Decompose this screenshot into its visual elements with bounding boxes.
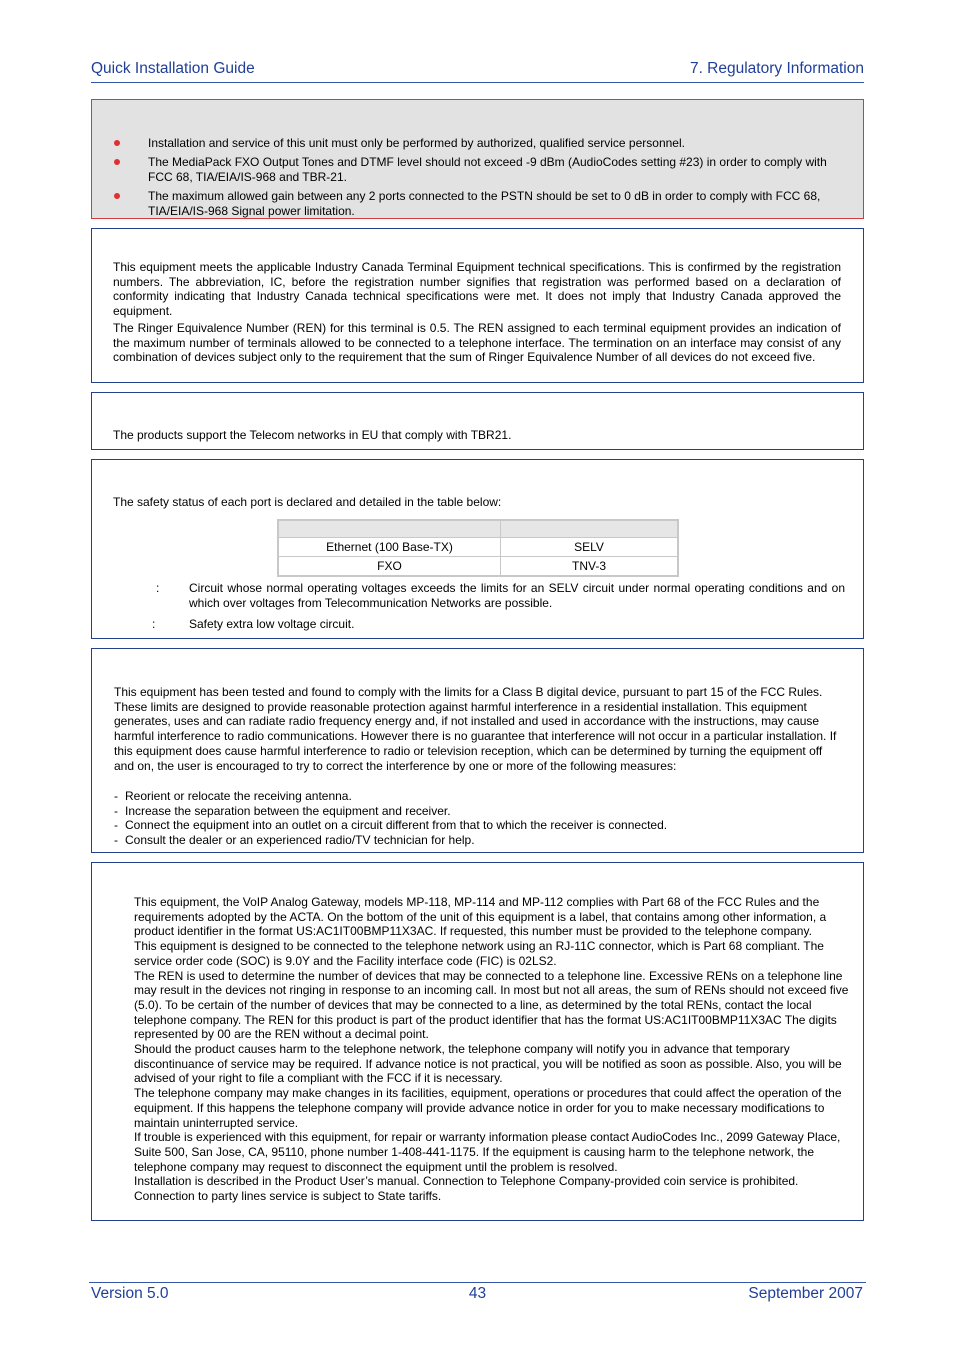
definition-selv: Safety extra low voltage circuit. bbox=[189, 617, 355, 631]
fcc-part15-box bbox=[91, 648, 864, 853]
measures-list bbox=[114, 789, 841, 848]
definition-tnv: Circuit whose normal operating voltages exceeds the limits for an SELV circuit under normal operating conditions and on which over voltages from Telecommunication Networks are possible. bbox=[189, 581, 845, 610]
page-header bbox=[91, 60, 864, 83]
fcc68-paragraph: If trouble is experienced with this equipment, for repair or warranty information please contact AudioCodes Inc., 2099 Gateway Place, Suite 500, San Jose, CA, 95110, phone number 1-408-441-1175. If the equipment is causing harm to the telephone network, the telephone company may request to disconnect the equipment until the problem is resolved. bbox=[134, 1130, 841, 1174]
canada-paragraph-1: This equipment meets the applicable Industry Canada Terminal Equipment technical specifications. This is confirmed by the registration numbers. The abbreviation, IC, before the registration number signifies that registration was performed based on a declaration of conformity indicating that Industry Canada technical specifications were met. It does not imply that Industry Canada approved the equipment. bbox=[113, 260, 841, 319]
warning-item: Installation and service of this unit must only be performed by authorized, qualified service personnel. bbox=[112, 136, 854, 151]
port-cell: Ethernet (100 Base-TX) bbox=[278, 538, 501, 557]
warning-list bbox=[112, 136, 854, 223]
fcc68-text bbox=[134, 895, 856, 1204]
table-header-row bbox=[278, 520, 678, 538]
header-title: Quick Installation Guide bbox=[91, 60, 255, 77]
definition-colon: : bbox=[152, 617, 156, 631]
bullet-icon bbox=[114, 140, 120, 146]
list-item: - Consult the dealer or an experienced radio/TV technician for help. bbox=[114, 833, 475, 848]
fcc68-paragraph: Installation is described in the Product User’s manual. Connection to Telephone Company-provided coin service is prohibited. Connection to party lines service is subject to State tariffs. bbox=[134, 1174, 799, 1204]
page-number: 43 bbox=[468, 1285, 487, 1302]
status-cell: TNV-3 bbox=[501, 557, 679, 577]
port-cell: FXO bbox=[278, 557, 501, 577]
fcc15-text: This equipment has been tested and found to comply with the limits for a Class B digital device, pursuant to part 15 of the FCC Rules. These limits are designed to provide reasonable protection against harmful interference in a residential installation. This equipment generates, uses and can radiate radio frequency energy and, if not installed and used in accordance with the instructions, may cause harmful interference to radio communications. However there is no guarantee that interference will not occur in a particular installation. If this equipment does cause harmful interference to radio or television reception, which can be determined by turning the equipment off and on, the user is encouraged to try to correct the interference by one or more of the following measures: bbox=[114, 685, 837, 773]
warning-item: The maximum allowed gain between any 2 ports connected to the PSTN should be set to 0 dB in order to comply with FCC 68, TIA/EIA/IS-968 Signal power limitation. bbox=[112, 189, 854, 218]
header-chapter: 7. Regulatory Information bbox=[689, 60, 864, 77]
safety-intro: The safety status of each port is declared and detailed in the table below: bbox=[113, 495, 502, 509]
eu-text: The products support the Telecom networks in EU that comply with TBR21. bbox=[113, 428, 512, 442]
eu-box bbox=[91, 392, 864, 450]
fcc68-paragraph: This equipment is designed to be connected to the telephone network using an RJ-11C connector, which is Part 68 compliant. The service order code (SOC) is 9.0Y and the Facility interface code (FIC) is 02LS2. bbox=[134, 939, 824, 968]
list-item: - Increase the separation between the equipment and receiver. bbox=[114, 803, 451, 818]
list-item: - Reorient or relocate the receiving antenna. bbox=[114, 789, 352, 803]
footer-date: September 2007 bbox=[748, 1285, 863, 1302]
footer-version: Version 5.0 bbox=[91, 1285, 169, 1302]
safety-box bbox=[91, 459, 864, 639]
fcc68-paragraph: Should the product causes harm to the telephone network, the telephone company will notify you in advance that temporary discontinuance of service may be required. If advance notice is not practical, you will be notified as soon as possible. Also, you will be advised of your right to file a compliant with the FCC if it is necessary. bbox=[134, 1042, 842, 1086]
table-row bbox=[278, 538, 678, 557]
bullet-icon bbox=[114, 193, 120, 199]
warning-item: The MediaPack FXO Output Tones and DTMF level should not exceed -9 dBm (AudioCodes setting #23) in order to comply with FCC 68, TIA/EIA/IS-968 and TBR-21. bbox=[112, 155, 854, 184]
fcc68-paragraph: This equipment, the VoIP Analog Gateway, models MP-118, MP-114 and MP-112 complies with Part 68 of the FCC Rules and the requirements adopted by the ACTA. On the bottom of the unit of this equipment is a label, that contains among other information, a product identifier in the format US:AC1IT00BMP11X3AC. If requested, this number must be provided to the telephone company. bbox=[134, 895, 827, 939]
warning-box bbox=[91, 99, 864, 219]
table-row bbox=[278, 557, 678, 577]
fcc68-paragraph: The REN is used to determine the number of devices that may be connected to a telephone line. Excessive RENs on a telephone line may result in the devices not ringing in response to an incoming call. In most but not all areas, the sum of RENs should not exceed five (5.0). To be certain of the number of devices that may be connected to a line, as determined by the total RENs, contact the local telephone company. The REN for this product is part of the product identifier that has the format US:AC1IT00BMP11X3AC The digits represented by 00 are the REN without a decimal point. bbox=[134, 968, 849, 1042]
fcc68-paragraph: The telephone company may make changes in its facilities, equipment, operations or procedures that could affect the operation of the equipment. If this happens the telephone company will provide advance notice in order for you to make necessary modifications to maintain uninterrupted service. bbox=[134, 1086, 842, 1130]
fcc-part68-box bbox=[91, 862, 864, 1221]
bullet-icon bbox=[114, 159, 120, 165]
port-safety-table bbox=[277, 519, 679, 577]
industry-canada-box bbox=[91, 228, 864, 383]
page-footer bbox=[89, 1282, 866, 1313]
definition-colon: : bbox=[156, 581, 160, 595]
status-cell: SELV bbox=[501, 538, 679, 557]
canada-paragraph-2: The Ringer Equivalence Number (REN) for this terminal is 0.5. The REN assigned to each terminal equipment provides an indication of the maximum number of terminals allowed to be connected to a telephone interface. The termination on an interface may consist of any combination of devices subject only to the requirement that the sum of Ringer Equivalence Number of all devices do not exceed five. bbox=[113, 321, 841, 365]
list-item: - Connect the equipment into an outlet on a circuit different from that to which the receiver is connected. bbox=[114, 818, 668, 833]
